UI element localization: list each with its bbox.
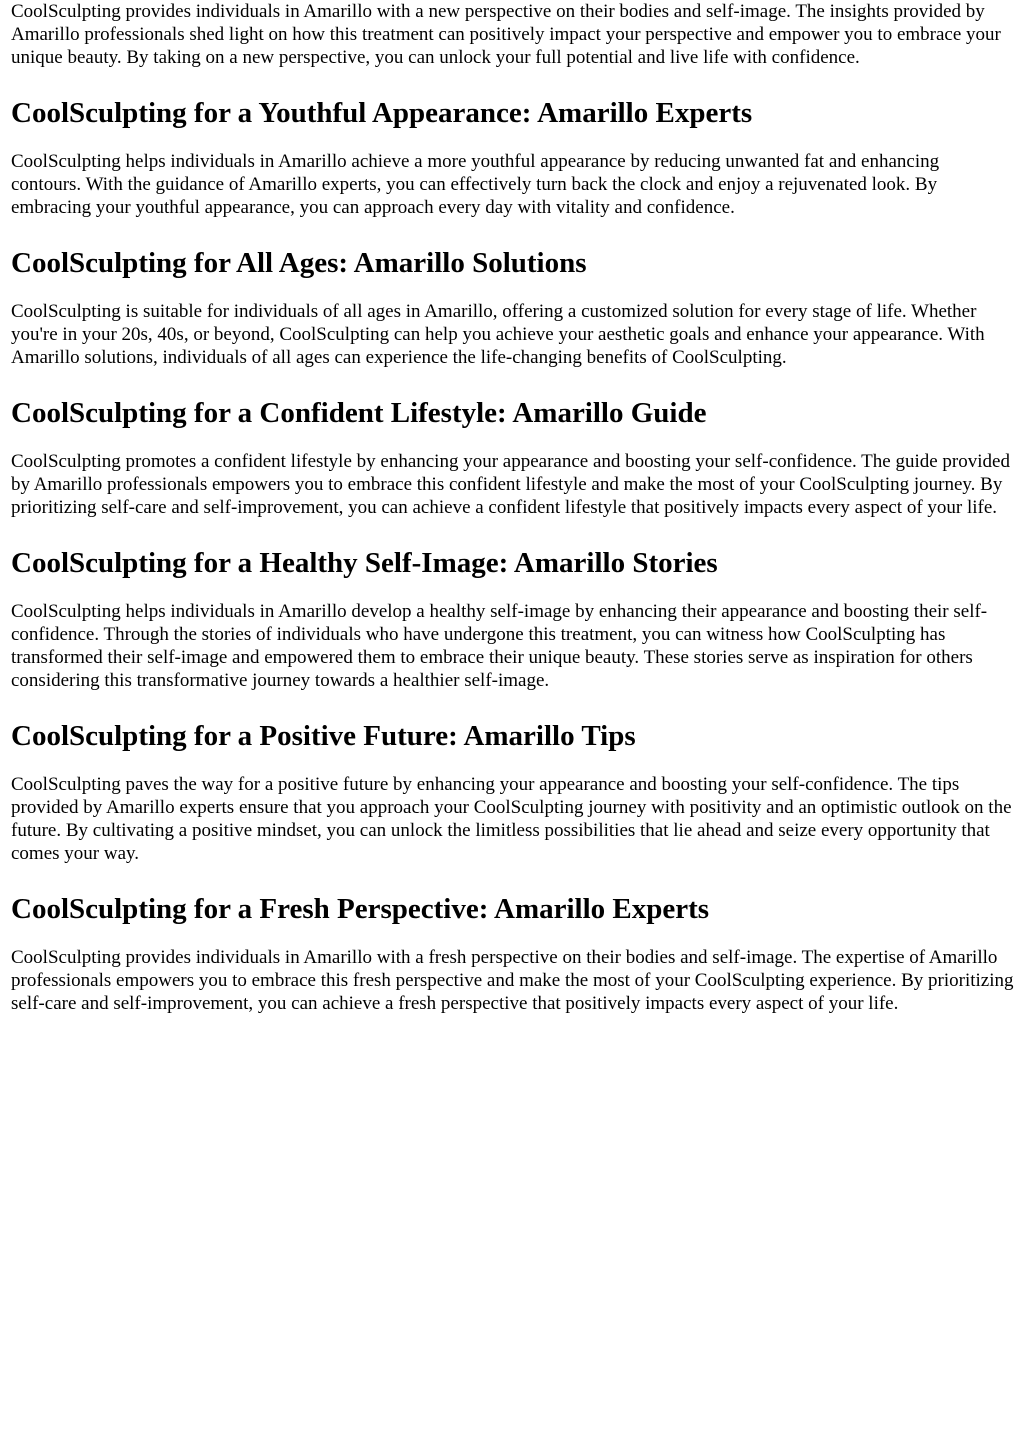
section-paragraph: CoolSculpting promotes a confident lifestyle by enhancing your appearance and boosting your self-confidence. The guide provided by Amarillo professionals empowers you to embrace this confident lifestyle and make the most of your CoolSculpting journey. By prioritizing self-care and self-improvement, you can achieve a confident lifestyle that positively impacts every aspect of your life. bbox=[11, 451, 1010, 518]
section-paragraph: CoolSculpting helps individuals in Amarillo develop a healthy self-image by enhancing their appearance and boosting their self-confidence. Through the stories of individuals who have undergone this treatment, you can witness how CoolSculpting has transformed their self-image and empowered them to embrace their unique beauty. These stories serve as inspiration for others considering this transformative journey towards a healthier self-image. bbox=[11, 601, 988, 691]
intro-paragraph: CoolSculpting provides individuals in Amarillo with a new perspective on their bodies and self-image. The insights provided by Amarillo professionals shed light on how this treatment can positively impact your perspective and empower you to embrace your unique beauty. By taking on a new perspective, you can unlock your full potential and live life with confidence. bbox=[11, 1, 1001, 68]
section-heading: CoolSculpting for a Youthful Appearance: Amarillo Experts bbox=[11, 97, 753, 129]
section-paragraph: CoolSculpting helps individuals in Amarillo achieve a more youthful appearance by reducing unwanted fat and enhancing contours. With the guidance of Amarillo experts, you can effectively turn back the clock and enjoy a rejuvenated look. By embracing your youthful appearance, you can approach every day with vitality and confidence. bbox=[11, 151, 940, 218]
section-paragraph: CoolSculpting is suitable for individuals of all ages in Amarillo, offering a customized solution for every stage of life. Whether you're in your 20s, 40s, or beyond, CoolSculpting can help you achieve your aesthetic goals and enhance your appearance. With Amarillo solutions, individuals of all ages can experience the life-changing benefits of CoolSculpting. bbox=[11, 301, 985, 368]
section-heading: CoolSculpting for All Ages: Amarillo Solutions bbox=[11, 247, 587, 279]
section-heading: CoolSculpting for a Healthy Self-Image: Amarillo Stories bbox=[11, 547, 718, 579]
section-heading: CoolSculpting for a Positive Future: Amarillo Tips bbox=[11, 720, 636, 752]
section-heading: CoolSculpting for a Fresh Perspective: Amarillo Experts bbox=[11, 893, 710, 925]
section-healthy-self-image bbox=[11, 546, 1014, 692]
section-all-ages bbox=[11, 246, 1014, 369]
section-confident-lifestyle bbox=[11, 396, 1014, 519]
section-fresh-perspective bbox=[11, 892, 1014, 1015]
section-paragraph: CoolSculpting paves the way for a positive future by enhancing your appearance and boosting your self-confidence. The tips provided by Amarillo experts ensure that you approach your CoolSculpting journey with positivity and an optimistic outlook on the future. By cultivating a positive mindset, you can unlock the limitless possibilities that lie ahead and seize every opportunity that comes your way. bbox=[11, 774, 1012, 864]
section-youthful-appearance bbox=[11, 96, 1014, 219]
section-paragraph: CoolSculpting provides individuals in Amarillo with a fresh perspective on their bodies and self-image. The expertise of Amarillo professionals empowers you to embrace this fresh perspective and make the most of your CoolSculpting experience. By prioritizing self-care and self-improvement, you can achieve a fresh perspective that positively impacts every aspect of your life. bbox=[11, 947, 1014, 1014]
section-positive-future bbox=[11, 719, 1014, 865]
section-heading: CoolSculpting for a Confident Lifestyle: Amarillo Guide bbox=[11, 397, 707, 429]
